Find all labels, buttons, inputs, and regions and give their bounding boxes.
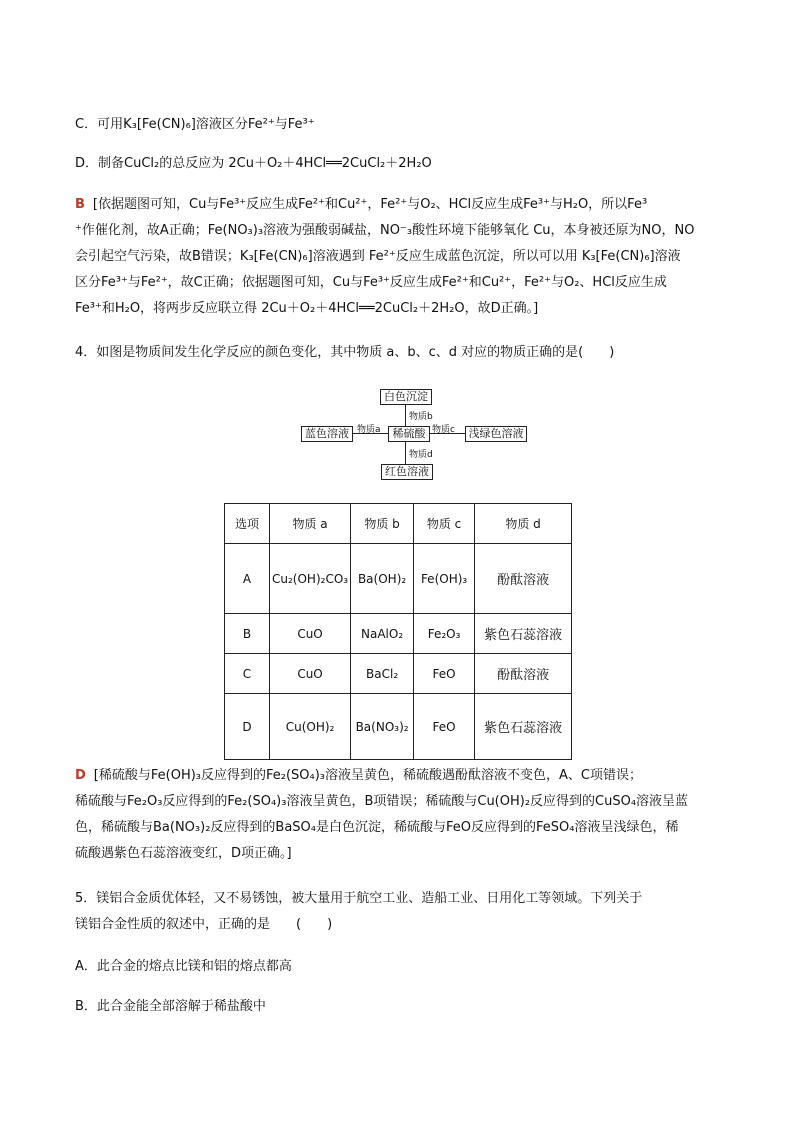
q3-explanation-text-1: [依据题图可知，Cu与Fe³⁺反应生成Fe²⁺和Cu²⁺，Fe²⁺与O₂、HCl反应生成Fe³⁺与H₂O，所以Fe³ <box>92 197 648 212</box>
q3-explanation-line-5: Fe³⁺和H₂O，将两步反应联立得 2Cu＋O₂＋4HCl══2CuCl₂＋2H₂O，故D正确。] <box>75 301 539 316</box>
table-cell: D <box>225 694 270 760</box>
table-row <box>225 544 572 614</box>
diagram-bottom-box: 红色溶液 <box>381 464 433 480</box>
diagram-label-d: 物质d <box>409 450 433 460</box>
q4-explanation-text-1: [稀硫酸与Fe(OH)₃反应得到的Fe₂(SO₄)₃溶液呈黄色，稀硫酸遇酚酞溶液不变色，A、C项错误； <box>93 768 642 783</box>
table-cell: 酚酞溶液 <box>475 654 572 694</box>
table-cell: Cu₂(OH)₂CO₃ <box>270 544 351 614</box>
q5-stem-line-2: 镁铝合金性质的叙述中，正确的是 ( ) <box>75 917 333 932</box>
diagram-label-c: 物质c <box>432 425 455 435</box>
diagram-left-box: 蓝色溶液 <box>301 426 353 442</box>
table-cell: Fe₂O₃ <box>414 614 475 654</box>
q4-answer-letter: D <box>75 768 86 783</box>
table-header-cell: 选项 <box>225 504 270 544</box>
table-cell: 紫色石蕊溶液 <box>475 694 572 760</box>
q5-option-a: A．此合金的熔点比镁和铝的熔点都高 <box>75 959 292 974</box>
table-row <box>225 654 572 694</box>
q3-explanation-line-4: 区分Fe³⁺与Fe²⁺，故C正确；依据题图可知，Cu与Fe³⁺反应生成Fe²⁺和Cu²⁺，Fe²⁺与O₂、HCl反应生成 <box>75 275 667 290</box>
q4-explanation-line-4: 硫酸遇紫色石蕊溶液变红，D项正确。] <box>75 846 292 861</box>
diagram-top-box: 白色沉淀 <box>380 389 432 405</box>
q4-explanation-line-3: 色，稀硫酸与Ba(NO₃)₂反应得到的BaSO₄是白色沉淀，稀硫酸与FeO反应得到的FeSO₄溶液呈浅绿色，稀 <box>75 820 679 835</box>
q3-explanation-line-3: 会引起空气污染，故B错误；K₃[Fe(CN)₆]溶液遇到 Fe²⁺反应生成蓝色沉淀，所以可以用 K₃[Fe(CN)₆]溶液 <box>75 249 681 264</box>
table-cell: Cu(OH)₂ <box>270 694 351 760</box>
table-row <box>225 694 572 760</box>
q4-explanation-line-2: 稀硫酸与Fe₂O₃反应得到的Fe₂(SO₄)₃溶液呈黄色，B项错误；稀硫酸与Cu(OH)₂反应得到的CuSO₄溶液呈蓝 <box>75 794 689 809</box>
table-header-row <box>225 504 572 544</box>
table-cell: FeO <box>414 654 475 694</box>
q3-answer-letter: B <box>75 197 85 212</box>
table-cell: C <box>225 654 270 694</box>
table-cell: Ba(OH)₂ <box>351 544 414 614</box>
table-cell: B <box>225 614 270 654</box>
table-cell: BaCl₂ <box>351 654 414 694</box>
table-cell: 酚酞溶液 <box>475 544 572 614</box>
options-table <box>224 503 572 760</box>
diagram-right-box: 浅绿色溶液 <box>465 426 527 442</box>
table-header-cell: 物质 b <box>351 504 414 544</box>
table-cell: CuO <box>270 614 351 654</box>
diagram-label-b: 物质b <box>409 412 433 422</box>
table-header-cell: 物质 a <box>270 504 351 544</box>
q3-explanation-line-1 <box>75 196 647 214</box>
diagram-label-a: 物质a <box>357 425 381 435</box>
table-cell: NaAlO₂ <box>351 614 414 654</box>
table-cell: CuO <box>270 654 351 694</box>
table-cell: Ba(NO₃)₂ <box>351 694 414 760</box>
q3-explanation-line-2: ⁺作催化剂，故A正确；Fe(NO₃)₃溶液为强酸弱碱盐，NO⁻₃酸性环境下能够氧化 Cu，本身被还原为NO，NO <box>75 223 695 238</box>
table-cell: Fe(OH)₃ <box>414 544 475 614</box>
diagram-center-box: 稀硫酸 <box>388 426 430 442</box>
q4-explanation-line-1 <box>75 767 642 785</box>
table-cell: A <box>225 544 270 614</box>
diagram-line-bottom <box>405 442 406 464</box>
table-cell: 紫色石蕊溶液 <box>475 614 572 654</box>
table-cell: FeO <box>414 694 475 760</box>
q5-stem-line-1: 5．镁铝合金质优体轻，又不易锈蚀，被大量用于航空工业、造船工业、日用化工等领域。下列关于 <box>75 891 643 906</box>
table-header-cell: 物质 c <box>414 504 475 544</box>
table-header-cell: 物质 d <box>475 504 572 544</box>
option-c-text: C．可用K₃[Fe(CN)₆]溶液区分Fe²⁺与Fe³⁺ <box>75 117 315 132</box>
diagram-line-top <box>405 405 406 426</box>
table-row <box>225 614 572 654</box>
q4-stem: 4．如图是物质间发生化学反应的颜色变化，其中物质 a、b、c、d 对应的物质正确的是( ) <box>75 345 615 360</box>
option-d-text: D．制备CuCl₂的总反应为 2Cu＋O₂＋4HCl══2CuCl₂＋2H₂O <box>75 156 432 171</box>
q5-option-b: B．此合金能全部溶解于稀盐酸中 <box>75 999 266 1014</box>
